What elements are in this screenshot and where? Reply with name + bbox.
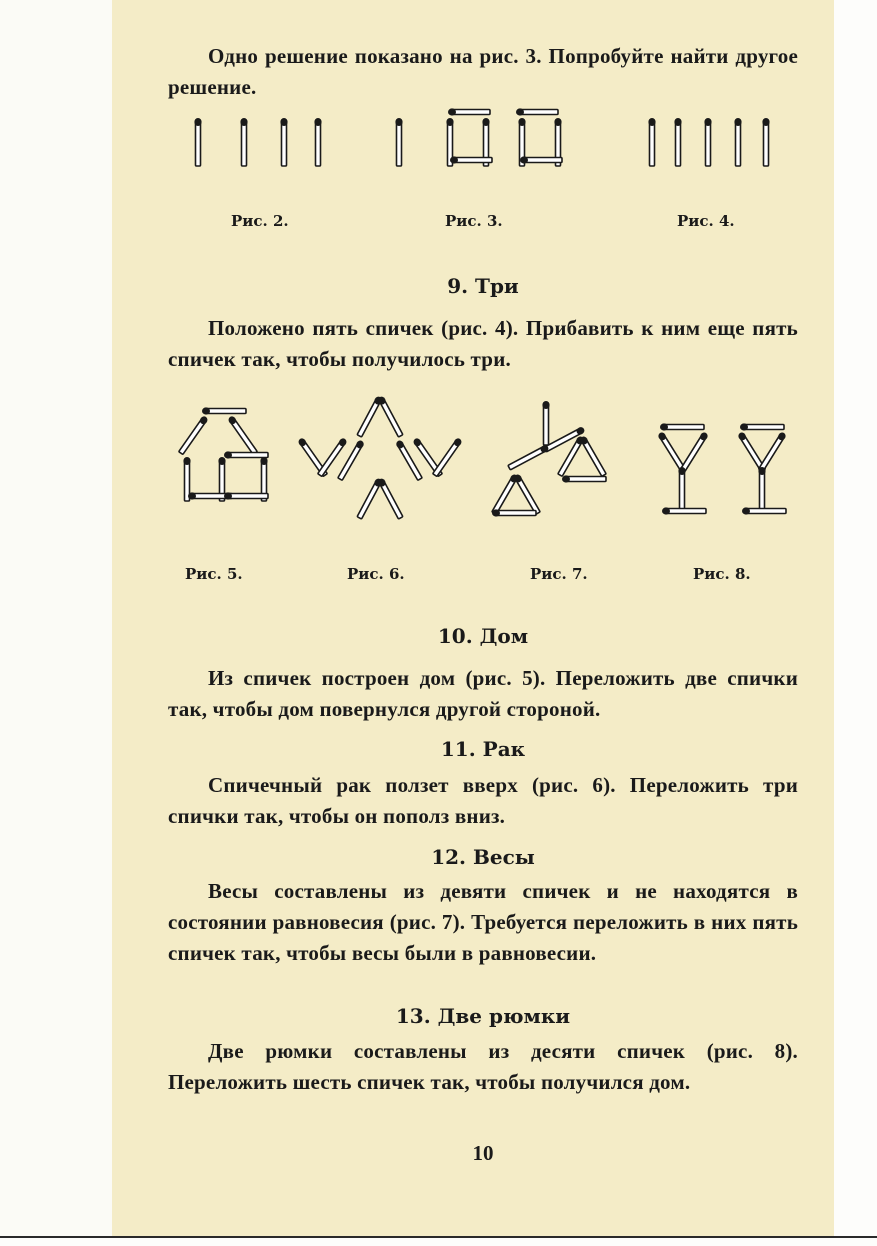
figure-8-caption: Рис. 8. xyxy=(693,565,751,583)
problem-13-text: Две рюмки составлены из десяти спичек (рис. 8). Переложить шесть спичек так, чтобы получился дом. xyxy=(168,1039,798,1094)
figure-3-matches xyxy=(395,108,562,166)
problem-9-text: Положено пять спичек (рис. 4). Прибавить к ним еще пять спичек так, чтобы получилось три. xyxy=(168,316,798,371)
figure-2-matches xyxy=(194,118,321,166)
page-number: 10 xyxy=(472,1141,494,1165)
figure-8-glasses xyxy=(657,423,787,514)
problem-11-text: Спичечный рак ползет вверх (рис. 6). Переложить три спички так, чтобы он пополз вниз. xyxy=(168,773,798,828)
intro-paragraph xyxy=(168,41,798,103)
figures-2-3-4 xyxy=(180,108,780,170)
intro-text: Одно решение показано на рис. 3. Попробуйте найти другое решение. xyxy=(168,44,798,99)
problem-9-paragraph xyxy=(168,313,798,375)
figure-5-house xyxy=(178,407,268,501)
problem-10-text: Из спичек построен дом (рис. 5). Переложить две спички так, чтобы дом повернулся другой стороной. xyxy=(168,666,798,721)
problem-11-title: 11. Рак xyxy=(440,737,526,761)
problem-11-paragraph xyxy=(168,770,798,832)
scan-margin-left xyxy=(0,0,112,1244)
problem-13-paragraph xyxy=(168,1036,798,1098)
figure-3-caption: Рис. 3. xyxy=(445,212,503,230)
figure-6-caption: Рис. 6. xyxy=(347,565,405,583)
problem-12-title: 12. Весы xyxy=(431,845,535,869)
figure-4-matches xyxy=(648,118,769,166)
figures-5-6-7-8 xyxy=(170,395,790,525)
figure-5-caption: Рис. 5. xyxy=(185,565,243,583)
figure-2-caption: Рис. 2. xyxy=(231,212,289,230)
scan-bottom-edge xyxy=(0,1236,877,1246)
problem-12-paragraph xyxy=(168,876,798,969)
problem-10-title: 10. Дом xyxy=(437,624,529,648)
problem-9-title: 9. Три xyxy=(447,274,519,298)
scan-margin-right xyxy=(834,0,877,1244)
problem-12-text: Весы составлены из девяти спичек и не находятся в состоянии равновесия (рис. 7). Требуется переложить в них пять спичек так, чтобы весы были в равновесии. xyxy=(168,879,798,965)
figure-6-crab xyxy=(297,395,463,519)
figure-7-scales xyxy=(491,401,607,517)
figure-4-caption: Рис. 4. xyxy=(677,212,735,230)
problem-10-paragraph xyxy=(168,663,798,725)
problem-13-title: 13. Две рюмки xyxy=(395,1004,571,1028)
figure-7-caption: Рис. 7. xyxy=(530,565,588,583)
